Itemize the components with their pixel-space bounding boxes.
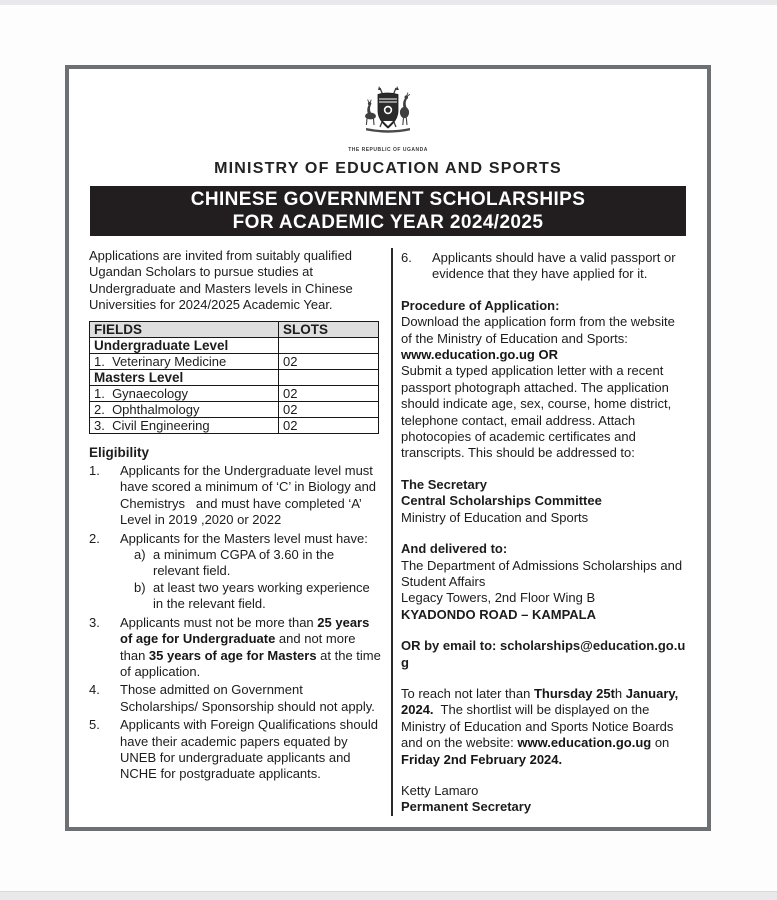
deadline-paragraph: To reach not later than Thursday 25th January, 2024. The shortlist will be displayed on the Ministry of Education and Sports Notice Boards and on the website: www.education.go.ug on Friday 2nd February 2024.: [401, 685, 682, 767]
item-number: 1.: [89, 463, 100, 479]
notice-border-frame: [65, 65, 711, 831]
addressee-line-2: Central Scholarships Committee: [401, 493, 602, 509]
delivery-line-1: The Department of Admissions Scholarships and Student Affairs: [401, 557, 686, 589]
table-row: 1. Gynaecology 02: [90, 385, 379, 401]
item-text: Those admitted on Government Scholarships/ Sponsorship should not apply.: [120, 682, 375, 714]
table-row: 2. Ophthalmology 02: [90, 401, 379, 417]
sub-item-b: [134, 580, 381, 613]
table-row: 1. Veterinary Medicine 02: [90, 353, 379, 369]
title-banner: [90, 186, 686, 236]
left-column: [89, 248, 385, 816]
notice-header: [69, 85, 707, 236]
eligibility-item-1: [89, 463, 381, 529]
item-number: 6.: [401, 250, 412, 265]
banner-line-2: FOR ACADEMIC YEAR 2024/2025: [232, 212, 544, 233]
eligibility-heading: Eligibility: [89, 444, 150, 460]
eligibility-item-6: [401, 250, 687, 283]
item-text: Applicants for the Undergraduate level must have scored a minimum of ‘C’ in Biology and Chemistrys and must have completed ‘A’ Level in 2019 ,2020 or 2022: [120, 463, 380, 528]
banner-line-1: CHINESE GOVERNMENT SCHOLARSHIPS: [190, 189, 586, 210]
procedure-heading: Procedure of Application:: [401, 297, 560, 313]
table-row: 3. Civil Engineering 02: [90, 417, 379, 433]
item-number: 3.: [89, 614, 100, 630]
signature-title: Permanent Secretary: [401, 799, 532, 815]
uganda-coat-of-arms-icon: [357, 85, 419, 141]
sub-item-label: a): [134, 547, 146, 563]
delivery-line-2: Legacy Towers, 2nd Floor Wing B: [401, 590, 596, 606]
bottom-edge-strip: [0, 891, 777, 900]
table-header-row: [90, 321, 379, 337]
addressee-line-1: The Secretary: [401, 476, 487, 492]
table-row: Undergraduate Level: [90, 337, 379, 353]
sub-item-a: [134, 547, 381, 580]
delivery-line-3: KYADONDO ROAD – KAMPALA: [401, 606, 597, 622]
item-number: 2.: [89, 530, 100, 546]
procedure-paragraph-1: Download the application form from the website of the Ministry of Education and Sports: www.education.go.ug OR: [401, 314, 679, 363]
item-body: [120, 531, 381, 613]
fields-slots-table: [89, 321, 379, 434]
signature-name: Ketty Lamaro: [401, 782, 479, 798]
slots-header-cell: SLOTS: [279, 321, 379, 337]
eligibility-item-4: [89, 682, 381, 715]
item-number: 4.: [89, 682, 100, 698]
ministry-title: MINISTRY OF EDUCATION AND SPORTS: [214, 160, 562, 177]
table-row: Masters Level: [90, 369, 379, 385]
sub-item-label: b): [134, 579, 146, 595]
sub-item-text: at least two years working experience in the relevant field.: [153, 579, 374, 612]
column-divider: [391, 248, 393, 816]
two-column-body: [89, 248, 687, 816]
item-text: Applicants with Foreign Qualifications should have their academic papers equated by UNEB for undergraduate applicants and NCHE for postgraduate applicants.: [120, 717, 382, 782]
item-text: Applicants for the Masters level must have:: [120, 530, 368, 546]
eligibility-item-2: [89, 531, 381, 613]
republic-caption: THE REPUBLIC OF UGANDA: [348, 147, 428, 153]
email-line: OR by email to: scholarships@education.go.ug: [401, 638, 686, 670]
item-text: Applicants should have a valid passport or evidence that they have applied for it.: [432, 250, 680, 282]
eligibility-item-3: [89, 614, 385, 681]
eligibility-item-5: [89, 717, 381, 783]
item-number: 5.: [89, 717, 100, 733]
top-edge-strip: [0, 0, 777, 5]
delivery-heading: And delivered to:: [401, 541, 508, 557]
item-text: Applicants must not be more than 25 years of age for Undergraduate and not more than 35 years of age for Masters at the time of application.: [120, 614, 385, 679]
fields-header-cell: FIELDS: [90, 321, 279, 337]
sub-item-text: a minimum CGPA of 3.60 in the relevant field.: [153, 547, 338, 579]
addressee-line-3: Ministry of Education and Sports: [401, 509, 589, 525]
procedure-paragraph-2: Submit a typed application letter with a recent passport photograph attached. The application should indicate age, sex, course, home district, telephone contact, email address. Attach photocopies of academic certificates and transcripts. This should be addressed to:: [401, 363, 675, 461]
right-column: [401, 248, 687, 816]
intro-paragraph: Applications are invited from suitably qualified Ugandan Scholars to pursue studies at Undergraduate and Masters levels in Chinese Universities for 2024/2025 Academic Year.: [89, 248, 357, 313]
crest-wrap: [69, 85, 707, 153]
